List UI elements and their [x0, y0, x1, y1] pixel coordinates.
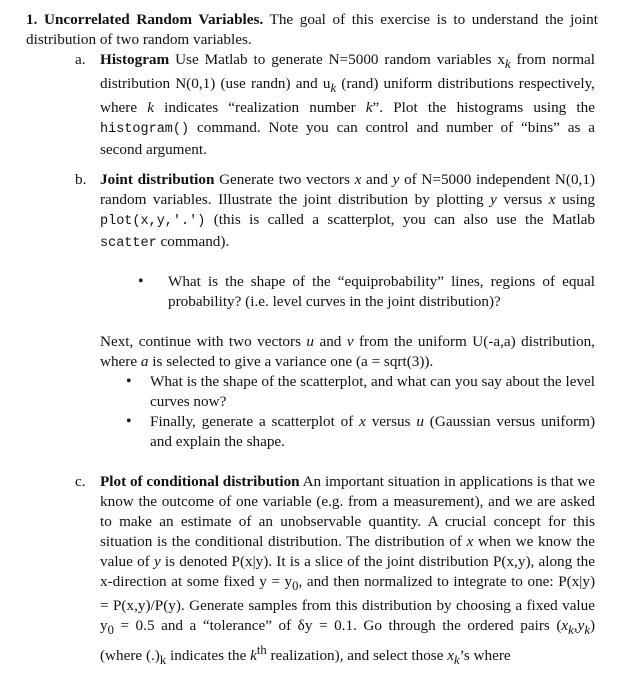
code-histogram: histogram() [100, 122, 190, 138]
item-c [75, 472, 595, 670]
bullet-scatter-shape: • What is the shape of the scatterplot, and what can you say about the level curves now? [120, 372, 595, 412]
item-b-label: b. [75, 171, 87, 188]
item-b [75, 170, 595, 254]
item-c-body: Plot of conditional distribution An important situation in applications is that we know the outcome of one variable (e.g. from a measurement), and we are asked to make an estimate of an unobservable quantity. A crucial concept for this situation is the conditional distribution. The distribution of x when we know the value of y is denoted P(x|y). It is a slice of the joint distribution P(x,y), along the x-direction at some fixed $y = y_0$, and then normalized to integrate to one: P(x|y) = P(x,y)/P(y). Generate samples from this distribution by choosing a fixed value $y_0 = 0.5$ and a “tolerance” of δy = 0.1. Go through the ordered pairs $(x_k,y_k)$ (where $(.)_k$ indicates the $k^{th}$ realization), and select those $x_k’s$ where [100, 473, 596, 668]
bullet-equiprobability: • What is the shape of the “equiprobability” lines, regions of equal probability? (i.e. level curves in the joint distribution)? [138, 272, 595, 312]
next-paragraph: Next, continue with two vectors u and v from the uniform U(-a,a) distribution, where a is selected to give a variance one (a = sqrt(3)). [100, 333, 595, 370]
code-scatter: scatter [100, 236, 157, 251]
section-intro: The goal of this exercise is to understand the joint distribution of two random variables. [26, 11, 598, 48]
bullet-list-1 [138, 272, 595, 312]
item-a [75, 50, 595, 160]
section-title-paragraph: 1. Uncorrelated Random Variables. The goal of this exercise is to understand the joint distribution of two random variables. [26, 11, 598, 48]
bullet-list-2 [120, 372, 595, 452]
section-number: 1. [26, 11, 38, 28]
item-a-label: a. [75, 51, 86, 68]
item-b-body: Joint distribution Generate two vectors x and y of N=5000 independent N(0,1) random variables. Illustrate the joint distribution by plotting y versus x using plot(x,y,'.') (this is called a scatterplot, you can also use the Matlab scatter command). [100, 171, 595, 251]
bullet-gaussian-uniform: • Finally, generate a scatterplot of x versus u (Gaussian versus uniform) and explain the shape. [120, 412, 595, 452]
item-c-label: c. [75, 473, 86, 490]
item-b-heading: Joint distribution [100, 171, 215, 188]
item-a-heading: Histogram [100, 51, 170, 68]
item-a-body: Histogram Use Matlab to generate N=5000 random variables $x_k$ from normal distribution N(0,1) (use randn) and $u_k$ (rand) uniform distributions respectively, where k indicates “realization number k”. Plot the histograms using the histogram() command. Note you can control and number of “bins” as a second argument. [100, 51, 596, 159]
item-c-heading: Plot of conditional distribution [100, 473, 300, 490]
code-plot: plot(x,y,'.') [100, 214, 206, 229]
section-title: Uncorrelated Random Variables [44, 11, 260, 28]
